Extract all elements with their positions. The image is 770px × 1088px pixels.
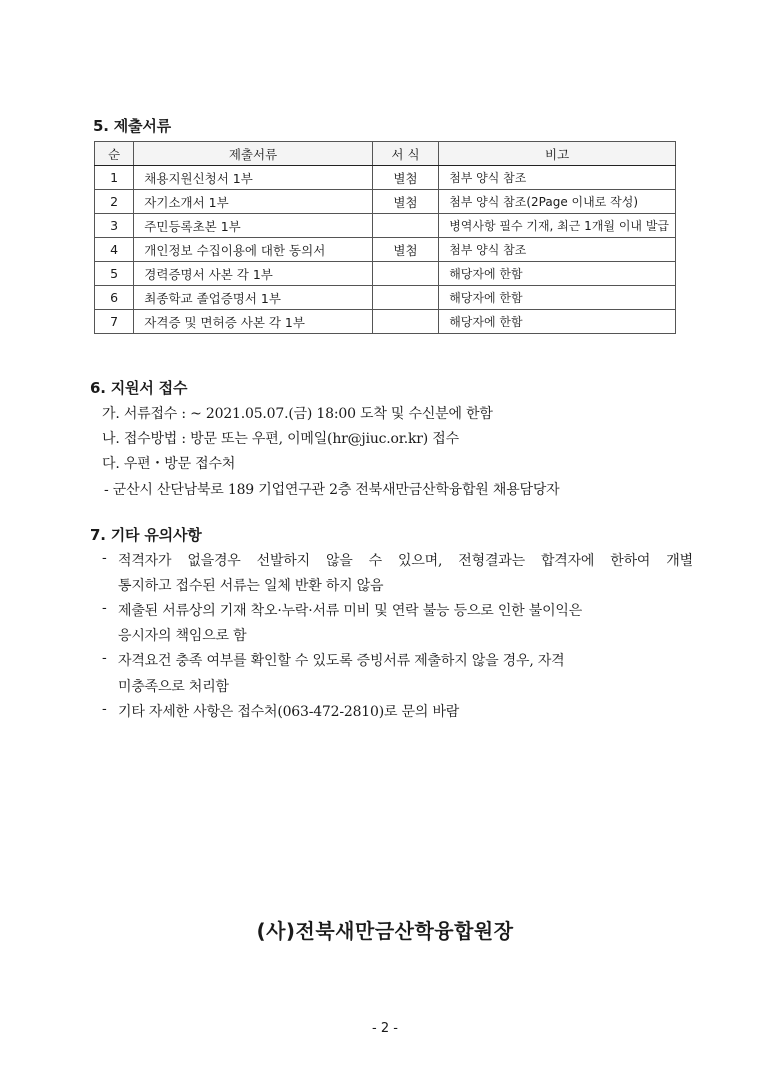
header-document: 제출서류 [134,142,372,166]
section-6-title: 6. 지원서 접수 [90,379,188,397]
application-address: - 군산시 산단남북로 189 기업연구관 2층 전북새만금산학융합원 채용담당자 [104,482,560,498]
cell-note: 첨부 양식 참조 [439,238,676,262]
note-4-line-1: 기타 자세한 사항은 접수처(063-472-2810)로 문의 바람 [118,704,460,720]
cell-note: 해당자에 한함 [439,310,676,334]
cell-form [372,286,438,310]
cell-form [372,214,438,238]
application-location-heading: 다. 우편・방문 접수처 [102,456,236,472]
note-3-line-2: 미충족으로 처리함 [118,679,229,695]
header-no: 순 [95,142,134,166]
header-form: 서 식 [372,142,438,166]
page-number: - 2 - [372,1021,398,1036]
cell-note: 해당자에 한함 [439,262,676,286]
cell-document: 경력증명서 사본 각 1부 [134,262,372,286]
note-word: 않을 [325,553,353,569]
section-7-title: 7. 기타 유의사항 [90,526,202,544]
cell-document: 주민등록초본 1부 [134,214,372,238]
note-word: 전형결과는 [458,553,525,569]
note-word: 합격자에 [540,553,595,569]
list-dash: - [102,600,107,616]
header-note: 비고 [439,142,676,166]
note-word: 한하여 [610,553,651,569]
cell-no: 6 [95,286,134,310]
table-row [95,190,676,214]
note-word: 있으며, [398,553,443,569]
note-word: 개별 [666,553,693,569]
table-row [95,166,676,190]
application-method: 나. 접수방법 : 방문 또는 우편, 이메일(hr@jiuc.or.kr) 접수 [102,431,459,447]
table-row [95,262,676,286]
note-word: 없을경우 [187,553,241,569]
note-2-line-1: 제출된 서류상의 기재 착오·누락·서류 미비 및 연락 불능 등으로 인한 불이익은 [118,603,583,619]
note-3-line-1: 자격요건 충족 여부를 확인할 수 있도록 증빙서류 제출하지 않을 경우, 자격 [118,653,565,669]
table-header-row [95,142,676,166]
note-word: 적격자가 [118,553,172,569]
cell-form: 별첨 [372,166,438,190]
cell-form: 별첨 [372,238,438,262]
note-word: 수 [368,553,382,569]
table-row [95,214,676,238]
cell-form [372,310,438,334]
note-1-line-2: 통지하고 접수된 서류는 일체 반환 하지 않음 [118,578,384,594]
cell-no: 5 [95,262,134,286]
organization-signature: (사)전북새만금산학융합원장 [256,919,514,943]
cell-document: 자기소개서 1부 [134,190,372,214]
cell-no: 7 [95,310,134,334]
note-word: 선발하지 [256,553,310,569]
note-2-line-2: 응시자의 책임으로 함 [118,628,247,644]
cell-note: 해당자에 한함 [439,286,676,310]
list-dash: - [102,701,107,717]
cell-document: 개인정보 수집이용에 대한 동의서 [134,238,372,262]
list-dash: - [102,650,107,666]
cell-note: 첨부 양식 참조(2Page 이내로 작성) [439,190,676,214]
list-dash: - [102,550,107,566]
cell-form [372,262,438,286]
application-deadline: 가. 서류접수 : ~ 2021.05.07.(금) 18:00 도착 및 수신분에 한함 [102,406,493,422]
table-row [95,238,676,262]
section-5-title: 5. 제출서류 [93,117,171,135]
cell-document: 최종학교 졸업증명서 1부 [134,286,372,310]
cell-note: 첨부 양식 참조 [439,166,676,190]
note-1-line-1 [118,550,693,570]
cell-form: 별첨 [372,190,438,214]
cell-note: 병역사항 필수 기재, 최근 1개월 이내 발급 [439,214,676,238]
cell-document: 채용지원신청서 1부 [134,166,372,190]
cell-no: 4 [95,238,134,262]
table-row [95,310,676,334]
cell-no: 3 [95,214,134,238]
submission-documents-table [94,141,676,334]
cell-no: 1 [95,166,134,190]
cell-document: 자격증 및 면허증 사본 각 1부 [134,310,372,334]
cell-no: 2 [95,190,134,214]
table-row [95,286,676,310]
